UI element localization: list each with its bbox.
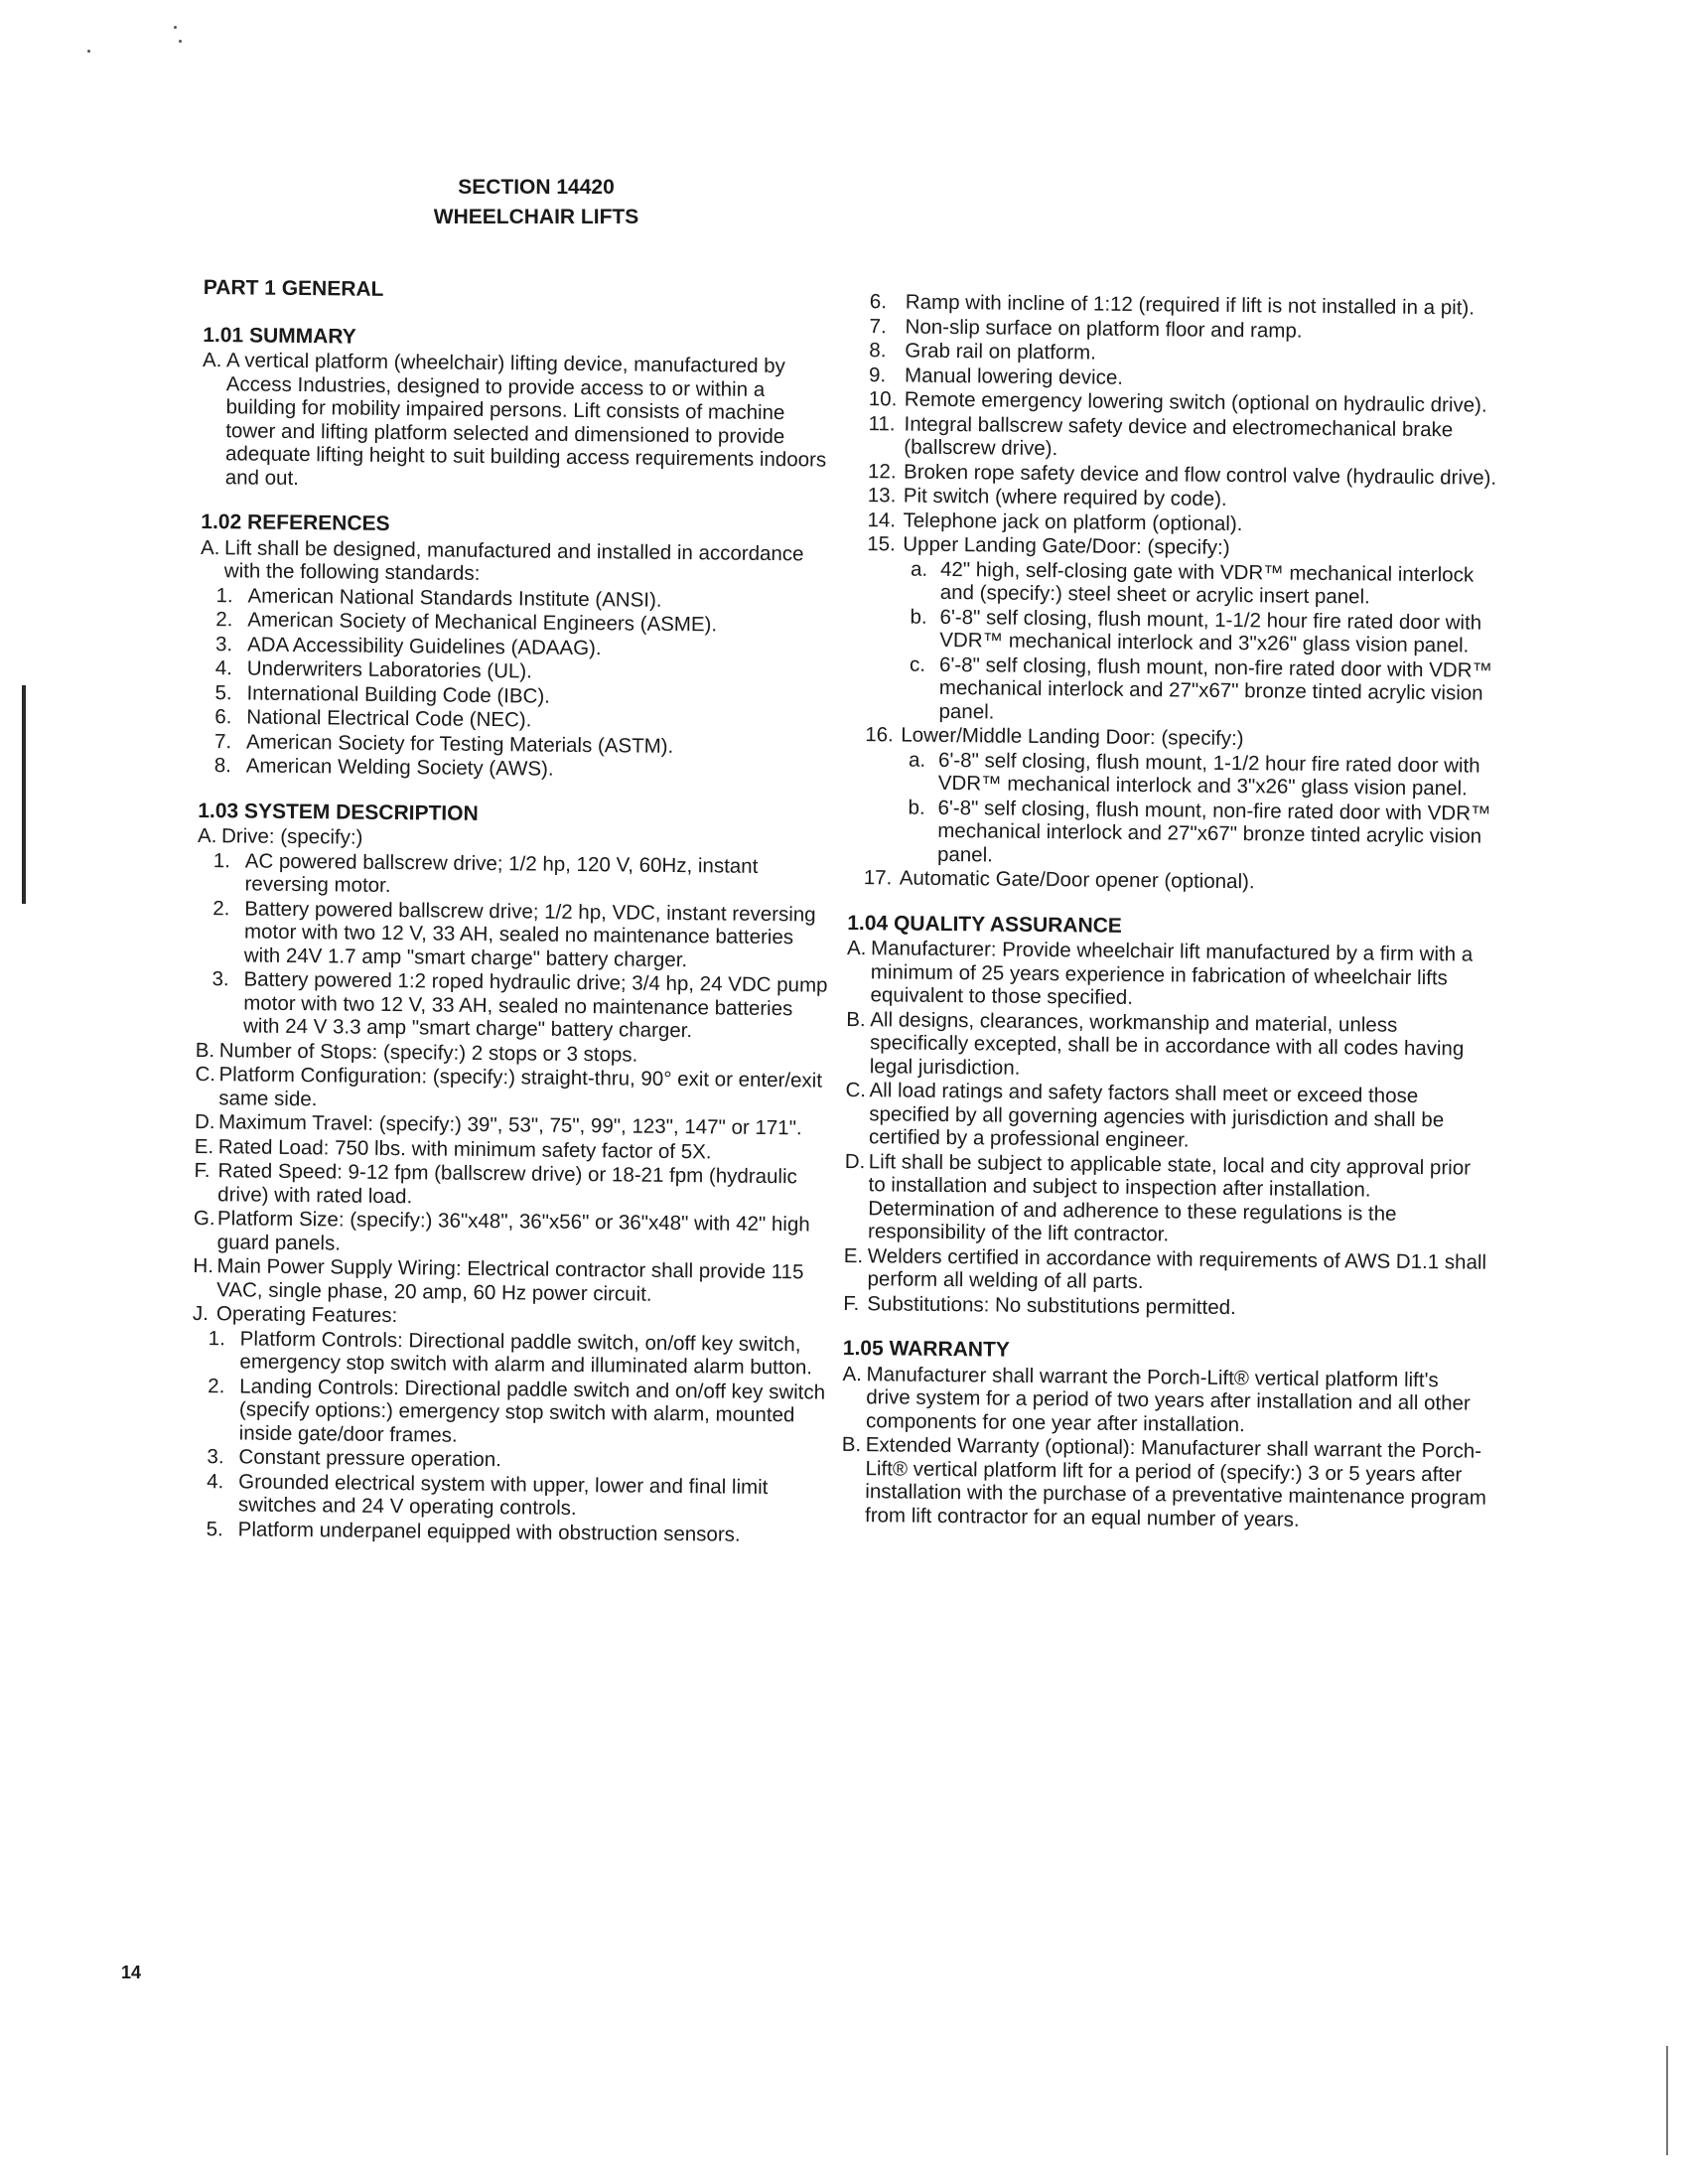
section-title: WHEELCHAIR LIFTS — [433, 206, 639, 228]
list-marker: 17. — [863, 866, 893, 890]
list-marker: 12. — [867, 459, 897, 483]
list-item — [197, 848, 832, 902]
list-text: National Electrical Code (NEC). — [246, 705, 532, 732]
list-item — [841, 1433, 1487, 1533]
list-marker: C. — [845, 1078, 867, 1102]
list-item — [194, 1159, 829, 1213]
list-text: Platform Size: (specify:) 36"x48", 36"x56" or 36"x48" with 42" high guard panels. — [216, 1207, 810, 1254]
list-item — [843, 1243, 1488, 1297]
list-text: International Building Code (IBC). — [246, 680, 551, 708]
list-item — [851, 556, 1496, 610]
list-text: American Society of Mechanical Engineers (ASME). — [247, 608, 718, 637]
list-marker: b. — [910, 605, 927, 629]
list-item — [197, 896, 833, 972]
list-marker: 1. — [212, 848, 231, 872]
list-marker: 3. — [207, 1445, 224, 1469]
list-text: A vertical platform (wheelchair) lifting device, manufactured by Access Industries, designed to provide access to or within a building for mobility impaired persons. Lift consists of machine tower and lifting platform selected and dimensioned to provide adequate lifting height to suit building access requirements indoors and out. — [224, 349, 827, 490]
page-number: 14 — [121, 1963, 142, 1982]
list-text: 42" high, self-closing gate with VDR™ mechanical interlock and (specify:) steel sheet or acrylic insert panel. — [939, 557, 1475, 609]
list-marker: 7. — [213, 729, 232, 753]
list-item — [848, 795, 1494, 871]
list-marker: 8. — [869, 339, 887, 363]
list-item — [852, 411, 1497, 465]
list-marker: 2. — [208, 1374, 225, 1397]
left-column — [191, 270, 839, 1548]
list-text: Manufacturer: Provide wheelchair lift manufactured by a firm with a minimum of 25 years experience in fabrication of wheelchair lifts equivalent to those specified. — [870, 937, 1474, 1009]
list-text: 6'-8" self closing, flush mount, non-fire rated door with VDR™ mechanical interlock and 27"x67" bronze tinted acrylic vision panel. — [936, 796, 1491, 866]
list-item — [849, 652, 1495, 728]
list-text: Main Power Supply Wiring: Electrical contractor shall provide 115 VAC, single phase, 20 amp, 60 Hz power circuit. — [216, 1254, 804, 1306]
list-item — [846, 1007, 1492, 1084]
references-heading: 1.02 REFERENCES — [201, 510, 390, 535]
list-item — [845, 1079, 1491, 1155]
summary-list — [202, 349, 838, 496]
list-text: Constant pressure operation. — [238, 1445, 501, 1472]
list-text: American Welding Society (AWS). — [245, 754, 554, 781]
list-text: All load ratings and safety factors shall meet or exceed those specified by all governing agencies with jurisdiction and shall be certified by a professional engineer. — [868, 1079, 1445, 1152]
list-text: Welders certified in accordance with requirements of AWS D1.1 shall perform all welding of all parts. — [867, 1243, 1487, 1294]
part-heading: PART 1 GENERAL — [203, 275, 384, 301]
list-text: AC powered ballscrew drive; 1/2 hp, 120 V, 60Hz, instant reversing motor. — [244, 848, 759, 898]
list-marker: G. — [193, 1206, 215, 1231]
list-marker: J. — [192, 1301, 210, 1326]
list-marker: B. — [846, 1007, 866, 1031]
list-marker: F. — [843, 1291, 860, 1315]
list-text: Integral ballscrew safety device and electromechanical brake (ballscrew drive). — [904, 412, 1454, 461]
references-list — [201, 535, 836, 589]
system-description-heading: 1.03 SYSTEM DESCRIPTION — [198, 799, 479, 825]
list-marker: B. — [841, 1432, 862, 1457]
right-column — [841, 290, 1499, 1534]
list-item — [202, 349, 838, 496]
list-marker: A. — [200, 535, 220, 559]
list-text: Platform underpanel equipped with obstruction sensors. — [237, 1517, 741, 1546]
scan-speck — [87, 50, 90, 53]
quality-assurance-list — [843, 937, 1492, 1322]
list-marker: 2. — [215, 608, 233, 632]
list-item — [192, 1374, 828, 1450]
list-item — [201, 535, 836, 589]
list-text: Operating Features: — [215, 1302, 398, 1328]
list-marker: 1. — [208, 1326, 225, 1350]
list-text: 6'-8" self closing, flush mount, non-fire rated door with VDR™ mechanical interlock and 27"x67" bronze tinted acrylic vision panel. — [938, 653, 1493, 724]
list-text: Pit switch (where required by code). — [903, 484, 1227, 510]
scan-edge-mark — [1666, 2046, 1668, 2155]
list-marker: 4. — [214, 656, 233, 680]
list-text: Broken rope safety device and flow control valve (hydraulic drive). — [903, 460, 1497, 490]
list-marker: E. — [843, 1243, 864, 1267]
list-text: Maximum Travel: (specify:) 39", 53", 75", 99", 123", 147" or 171". — [217, 1110, 802, 1140]
list-marker: a. — [910, 557, 928, 581]
list-text: Number of Stops: (specify:) 2 stops or 3 stops. — [218, 1038, 638, 1067]
list-marker: C. — [195, 1062, 216, 1087]
list-marker: 16. — [865, 723, 894, 747]
list-item — [192, 1326, 827, 1380]
list-marker: D. — [194, 1109, 215, 1134]
list-marker: 10. — [868, 387, 898, 411]
list-marker: c. — [909, 653, 926, 676]
operating-features-list — [191, 1326, 828, 1546]
list-text: 6'-8" self closing, flush mount, 1-1/2 hour fire rated door with VDR™ mechanical interlock and 3"x26" glass vision panel. — [937, 748, 1480, 801]
list-marker: 7. — [869, 314, 887, 338]
list-text: Substitutions: No substitutions permitted. — [867, 1291, 1236, 1319]
list-item — [850, 604, 1495, 657]
list-marker: F. — [194, 1158, 211, 1183]
list-item — [193, 1254, 828, 1308]
list-marker: 14. — [867, 508, 897, 531]
list-text: American National Standards Institute (ANSI). — [247, 583, 662, 612]
upper-landing-door-options — [849, 556, 1496, 728]
warranty-heading: 1.05 WARRANTY — [842, 1336, 1010, 1362]
list-text: Grounded electrical system with upper, lower and final limit switches and 24 V operating controls. — [237, 1469, 769, 1521]
list-text: Telephone jack on platform (optional). — [903, 509, 1243, 535]
list-marker: 8. — [213, 754, 232, 778]
list-item — [195, 1063, 830, 1116]
warranty-list — [841, 1362, 1488, 1532]
list-text: Rated Load: 750 lbs. with minimum safety factor of 5X. — [217, 1134, 712, 1163]
section-header — [348, 173, 725, 232]
list-marker: A. — [842, 1362, 863, 1385]
operating-features-continued-list — [851, 290, 1499, 562]
scan-edge-mark — [22, 685, 26, 904]
list-marker: D. — [844, 1149, 866, 1173]
list-text: Lower/Middle Landing Door: (specify:) — [901, 723, 1244, 751]
list-item — [849, 747, 1494, 801]
list-marker: H. — [193, 1253, 214, 1278]
standards-list — [199, 583, 836, 784]
list-marker: 5. — [214, 680, 232, 704]
summary-heading: 1.01 SUMMARY — [203, 323, 356, 349]
list-text: Ramp with incline of 1:12 (required if lift is not installed in a pit). — [905, 290, 1476, 320]
system-specs-list — [193, 1038, 831, 1332]
list-marker: A. — [202, 348, 222, 372]
list-text: Manufacturer shall warrant the Porch-Lift® vertical platform lift's drive system for a period of two years after installation and all other components for one year after installation. — [865, 1362, 1471, 1436]
list-text: Platform Configuration: (specify:) straight-thru, 90° exit or enter/exit same side. — [218, 1063, 823, 1110]
scan-speck — [174, 26, 177, 29]
list-text: All designs, clearances, workmanship and material, unless specifically excepted, shall be in accordance with all codes having legal jurisdiction. — [869, 1007, 1465, 1080]
list-item — [191, 1469, 826, 1523]
list-marker: 13. — [867, 484, 897, 508]
list-marker: b. — [908, 796, 925, 819]
drive-options-list — [196, 848, 833, 1044]
list-text: Landing Controls: Directional paddle switch and on/off key switch (specify options:) emergency stop switch with alarm, mounted inside gate/door frames. — [238, 1374, 826, 1447]
quality-assurance-heading: 1.04 QUALITY ASSURANCE — [847, 911, 1122, 938]
list-text: Upper Landing Gate/Door: (specify:) — [903, 532, 1230, 559]
list-item — [844, 1149, 1490, 1249]
list-marker: 6. — [869, 290, 888, 314]
list-marker: 5. — [206, 1517, 223, 1540]
list-item — [842, 1362, 1488, 1438]
list-marker: 1. — [215, 583, 233, 607]
list-marker: A. — [846, 936, 867, 960]
list-marker: A. — [197, 823, 217, 848]
list-text: Lift shall be subject to applicable state, local and city approval prior to installation and subject to inspection after installation. Determination of and adherence to these regulations is the responsibility of the lift contractor. — [867, 1149, 1472, 1246]
list-marker: 6. — [214, 705, 232, 729]
list-item — [194, 1207, 829, 1260]
list-text: ADA Accessibility Guidelines (ADAAG). — [246, 632, 602, 659]
list-text: Remote emergency lowering switch (optional on hydraulic drive). — [904, 387, 1487, 417]
list-marker: a. — [908, 748, 926, 772]
list-marker: 3. — [214, 632, 233, 655]
list-text: Manual lowering device. — [904, 364, 1124, 389]
list-item — [846, 937, 1492, 1013]
list-text: American Society for Testing Materials (ASTM). — [245, 729, 674, 758]
lower-landing-door-options — [848, 747, 1494, 871]
list-marker: 3. — [211, 967, 229, 991]
list-marker: 15. — [867, 532, 896, 556]
list-marker: 11. — [868, 411, 896, 435]
list-text: Battery powered 1:2 roped hydraulic drive; 3/4 hp, 24 VDC pump motor with two 12 V, 33 AH, sealed no maintenance batteries with 24 V 3.3 amp "smart charge" battery charger. — [242, 967, 828, 1043]
list-text: 6'-8" self closing, flush mount, 1-1/2 hour fire rated door with VDR™ mechanical interlock and 3"x26" glass vision panel. — [939, 605, 1482, 657]
list-marker: 9. — [868, 363, 887, 386]
list-text: Drive: (specify:) — [220, 824, 363, 849]
list-item — [196, 967, 832, 1044]
list-text: Grab rail on platform. — [905, 339, 1097, 364]
list-marker: 4. — [207, 1469, 224, 1493]
list-text: Platform Controls: Directional paddle switch, on/off key switch, emergency stop switch with alarm and illuminated alarm button. — [239, 1326, 813, 1380]
section-number: SECTION 14420 — [458, 176, 615, 199]
list-text: Rated Speed: 9-12 fpm (ballscrew drive) or 18-21 fpm (hydraulic drive) with rated load. — [217, 1159, 797, 1208]
list-marker: B. — [195, 1038, 215, 1062]
list-text: Non-slip surface on platform floor and ramp. — [905, 315, 1303, 343]
scan-speck — [179, 40, 182, 43]
list-marker: 2. — [212, 896, 230, 920]
list-text: Automatic Gate/Door opener (optional). — [899, 866, 1255, 894]
list-text: Extended Warranty (optional): Manufacturer shall warrant the Porch-Lift® vertical platform lift for a period of (specify:) 3 or 5 years after installation with the purchase of a preventative maintenance program from lift contractor for an equal number of years. — [864, 1433, 1487, 1531]
list-text: Battery powered ballscrew drive; 1/2 hp, VDC, instant reversing motor with two 12 V, 33 AH, sealed no maintenance batteries with 24V 1.7 amp "smart charge" battery charger. — [243, 896, 816, 971]
list-text: Underwriters Laboratories (UL). — [246, 656, 533, 683]
list-marker: E. — [194, 1134, 214, 1158]
list-text: Lift shall be designed, manufactured and installed in accordance with the following standards: — [223, 535, 804, 585]
